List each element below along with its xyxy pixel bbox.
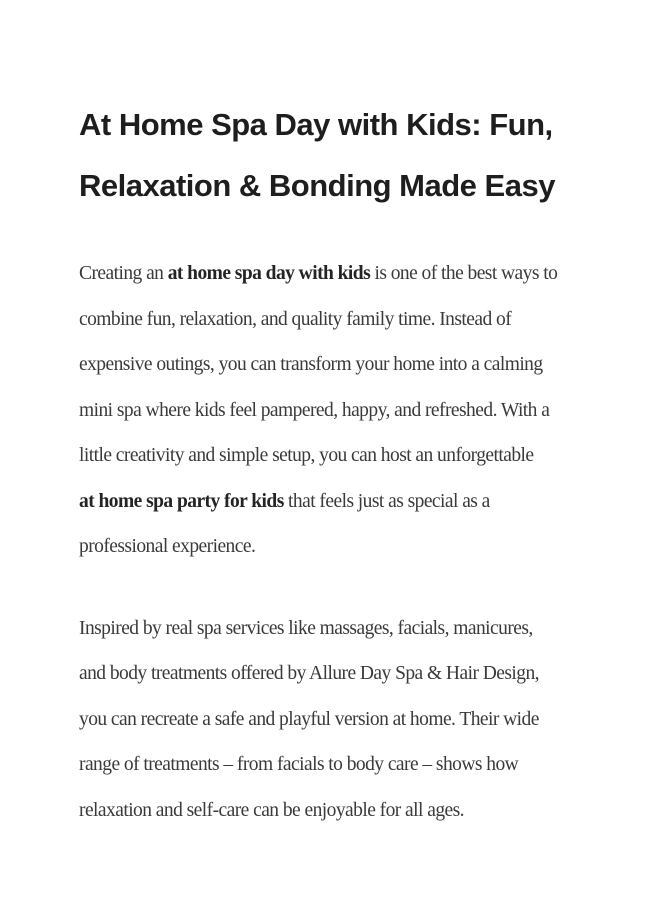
text-line (79, 651, 610, 697)
bold-text-segment: at home spa party for kids (79, 490, 284, 512)
text-line (79, 433, 610, 479)
text-line (79, 697, 610, 743)
text-line (79, 524, 610, 570)
bold-text-segment: at home spa day with kids (167, 263, 371, 284)
article-title (79, 94, 610, 216)
text-line (79, 606, 610, 652)
title-line-1: At Home Spa Day with Kids: Fun, (79, 107, 553, 142)
text-segment: relaxation and self-care can be enjoyable for all ages. (79, 799, 464, 821)
text-segment: combine fun, relaxation, and quality family time. Instead of (79, 308, 512, 330)
text-segment: little creativity and simple setup, you can host an unforgettable (79, 445, 534, 466)
text-line (79, 742, 610, 788)
text-segment: that feels just as special as a (283, 490, 490, 512)
text-segment: range of treatments – from facials to body care – shows how (79, 754, 519, 775)
text-segment: Inspired by real spa services like massages, facials, manicures, (79, 617, 533, 639)
text-segment: you can recreate a safe and playful version at home. Their wide (79, 708, 539, 730)
text-segment: mini spa where kids feel pampered, happy, and refreshed. With a (79, 399, 550, 421)
paragraph (79, 606, 610, 834)
text-segment: professional experience. (79, 536, 256, 557)
text-line (79, 342, 610, 388)
article-body (79, 251, 610, 833)
text-line (79, 297, 610, 343)
paragraph (79, 251, 610, 570)
text-line (79, 388, 610, 434)
text-line (79, 788, 610, 834)
text-segment: is one of the best ways to (370, 263, 558, 284)
text-line (79, 251, 610, 297)
title-line-2: Relaxation & Bonding Made Easy (79, 168, 555, 203)
text-segment: expensive outings, you can transform your home into a calming (79, 354, 543, 375)
text-segment: Creating an (79, 263, 168, 284)
text-segment: and body treatments offered by Allure Day Spa & Hair Design, (79, 663, 539, 684)
text-line (79, 479, 610, 525)
